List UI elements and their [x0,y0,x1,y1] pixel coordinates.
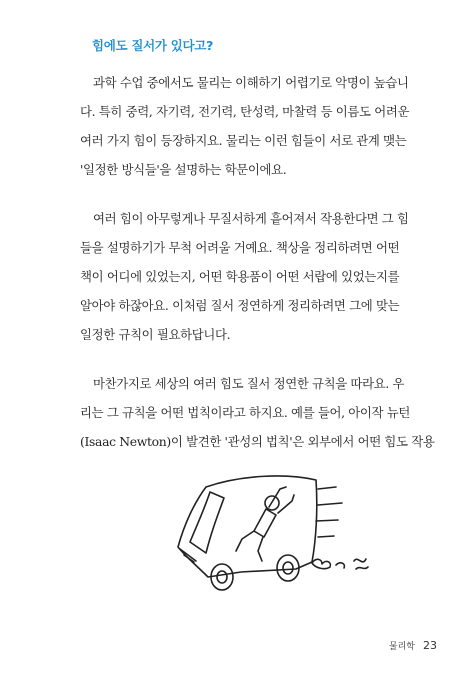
paragraph-line: 여러 힘이 아무렇게나 무질서하게 흩어져서 작용한다면 그 힘 [93,211,409,226]
section-heading: 힘에도 질서가 있다고? [92,38,214,53]
paragraph-line: '일정한 방식들'을 설명하는 학문이에요. [80,162,287,177]
paragraph-line: 리는 그 규칙을 어떤 법칙이라고 하지요. 예를 들어, 아이작 뉴턴 [80,405,410,420]
page-number: 23 [423,639,437,652]
page-footer [389,634,437,653]
paragraph-line: 마찬가지로 세상의 여러 힘도 질서 정연한 규칙을 따라요. 우 [93,376,405,391]
paragraph-line: 과학 수업 중에서도 물리는 이해하기 어렵기로 악명이 높습니 [93,75,409,90]
paragraph-line: 다. 특히 중력, 자기력, 전기력, 탄성력, 마찰력 등 이름도 어려운 [80,104,410,119]
paragraph-line: 알아야 하잖아요. 이처럼 질서 정연하게 정리하려면 그에 맞는 [80,298,400,313]
paragraph-line: (Isaac Newton)이 발견한 '관성의 법칙'은 외부에서 어떤 힘도 작용 [80,434,435,449]
footer-section-title: 물리학 [388,642,415,652]
paragraph-line: 일정한 규칙이 필요하답니다. [80,327,231,342]
paragraph-line: 여러 가지 힘이 등장하지요. 물리는 이런 힘들이 서로 관계 맺는 [80,133,407,148]
paragraph-line: 들을 설명하기가 무척 어려울 거예요. 책상을 정리하려면 어떤 [80,240,400,255]
paragraph-line: 책이 어디에 있었는지, 어떤 학용품이 어떤 서랍에 있었는지를 [80,269,400,284]
bus-illustration [166,465,372,605]
